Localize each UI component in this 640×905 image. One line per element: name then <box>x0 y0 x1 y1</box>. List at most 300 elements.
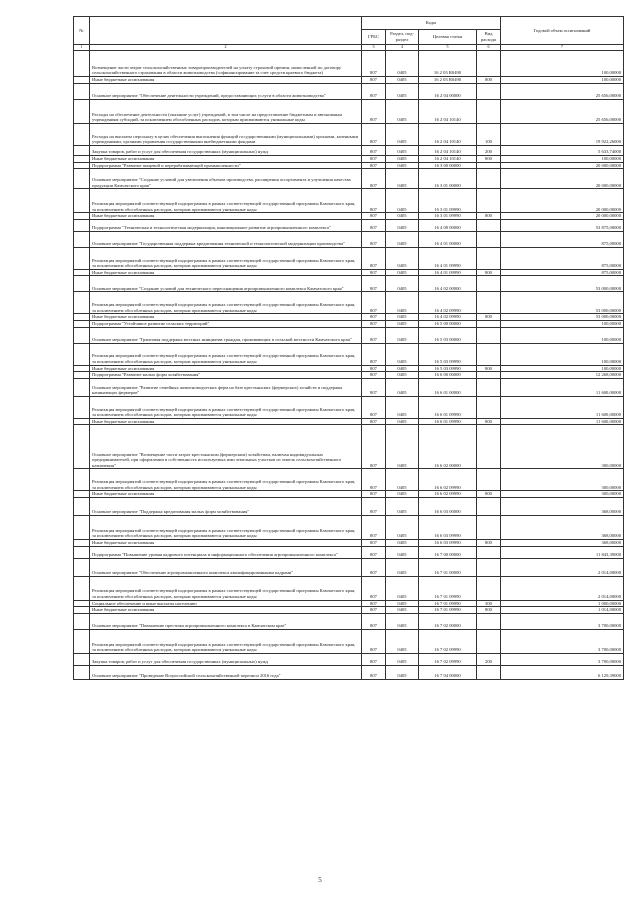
cell-section: 0405 <box>386 372 419 379</box>
cell-amount: 2 014,00000 <box>501 576 624 600</box>
cell-target: 16 6 03 00000 <box>419 497 477 515</box>
cell-exp-type: 800 <box>477 156 501 163</box>
cell-name: Иные бюджетные ассигнования <box>90 491 362 498</box>
cell-section: 0405 <box>386 320 419 327</box>
cell-grbs: 807 <box>362 314 386 321</box>
cell-name: Закупка товаров, работ и услуг для обеспечения государственных (муниципальных) нужд <box>90 653 362 665</box>
cell-grbs: 807 <box>362 418 386 425</box>
cell-exp-type: 800 <box>477 77 501 84</box>
cell-name: Иные бюджетные ассигнования <box>90 539 362 546</box>
table-row <box>74 607 624 614</box>
cell-name: Реализация мероприятий соответствующей подпрограммы в рамках соответствующей государственной программы Камчатского края, за исключением обособленных расходов, которым присваиваются уникальные коды <box>90 629 362 653</box>
cell-amount: 20 000,00000 <box>501 189 624 213</box>
cell-num <box>74 100 90 124</box>
cell-exp-type <box>477 497 501 515</box>
cell-target: 16 6 01 00000 <box>419 378 477 396</box>
cell-grbs: 807 <box>362 84 386 100</box>
cell-name: Основное мероприятие "Создание условий для технического переоснащения агропромышленного комплекса Камчатского края" <box>90 276 362 292</box>
table-row <box>74 497 624 515</box>
cell-amount: 300,00000 <box>501 491 624 498</box>
cell-grbs: 807 <box>362 100 386 124</box>
cell-section: 0405 <box>386 189 419 213</box>
cell-section: 0405 <box>386 396 419 418</box>
cell-grbs: 807 <box>362 425 386 469</box>
cell-name: Реализация мероприятий соответствующей подпрограммы в рамках соответствующей государственной программы Камчатского края, за исключением обособленных расходов, которым присваиваются уникальные коды <box>90 576 362 600</box>
cell-exp-type: 800 <box>477 539 501 546</box>
cell-grbs: 807 <box>362 469 386 491</box>
cell-target: 16 7 02 00000 <box>419 613 477 629</box>
column-number: 3 <box>362 45 386 51</box>
cell-grbs: 807 <box>362 546 386 558</box>
cell-num <box>74 77 90 84</box>
cell-name: Иные бюджетные ассигнования <box>90 213 362 220</box>
budget-allocation-table <box>73 16 624 680</box>
table-row <box>74 100 624 124</box>
table-row <box>74 162 624 169</box>
cell-amount: 20 000,00000 <box>501 213 624 220</box>
cell-num <box>74 515 90 539</box>
cell-target: 16 6 03 09990 <box>419 515 477 539</box>
cell-target: 16 7 02 09990 <box>419 653 477 665</box>
cell-exp-type <box>477 515 501 539</box>
cell-num <box>74 169 90 189</box>
table-row <box>74 558 624 576</box>
column-number: 6 <box>477 45 501 51</box>
cell-grbs: 807 <box>362 653 386 665</box>
cell-grbs: 807 <box>362 292 386 314</box>
table-row <box>74 156 624 163</box>
cell-amount: 368,00000 <box>501 515 624 539</box>
cell-name: Подпрограмма "Повышение уровня кадрового потенциала и информационного обеспечения агропромышленного комплекса" <box>90 546 362 558</box>
cell-num <box>74 124 90 146</box>
cell-exp-type: 800 <box>477 269 501 276</box>
cell-target: 16 4 02 09990 <box>419 292 477 314</box>
cell-section: 0405 <box>386 497 419 515</box>
cell-amount: 100,00000 <box>501 320 624 327</box>
cell-amount: 53 000,00000 <box>501 314 624 321</box>
header-exp-type: Вид расхода <box>477 30 501 45</box>
cell-name: Основное мероприятие "Государственная поддержка кредитования технической и технологической модернизации производства" <box>90 231 362 247</box>
table-row <box>74 51 624 77</box>
table-row <box>74 146 624 156</box>
cell-num <box>74 269 90 276</box>
cell-grbs: 807 <box>362 320 386 327</box>
cell-grbs: 807 <box>362 372 386 379</box>
cell-section: 0405 <box>386 124 419 146</box>
cell-num <box>74 343 90 365</box>
cell-exp-type: 800 <box>477 314 501 321</box>
cell-section: 0405 <box>386 247 419 269</box>
cell-name: Подпрограмма "Техническая и технологическая модернизация, инновационное развитие агропромышленного комплекса" <box>90 219 362 231</box>
cell-num <box>74 51 90 77</box>
cell-num <box>74 546 90 558</box>
cell-amount: 1 014,00000 <box>501 607 624 614</box>
cell-grbs: 807 <box>362 213 386 220</box>
cell-grbs: 807 <box>362 146 386 156</box>
cell-exp-type <box>477 425 501 469</box>
cell-name: Реализация мероприятий соответствующей подпрограммы в рамках соответствующей государственной программы Камчатского края, за исключением обособленных расходов, которым присваиваются уникальные коды <box>90 515 362 539</box>
cell-target: 16 2 03 R0490 <box>419 77 477 84</box>
cell-num <box>74 491 90 498</box>
cell-name: Расходы на обеспечение деятельности (оказание услуг) учреждений, в том числе на предоставление бюджетным и автономным учреждениям субсидий, за исключением обособленных расходов, которым присваиваются уникальные коды <box>90 100 362 124</box>
cell-amount: 12 268,00000 <box>501 372 624 379</box>
cell-num <box>74 378 90 396</box>
cell-section: 0405 <box>386 77 419 84</box>
header-section: Раздел, под-раздел <box>386 30 419 45</box>
cell-num <box>74 425 90 469</box>
cell-grbs: 807 <box>362 219 386 231</box>
cell-target: 16 6 02 09990 <box>419 469 477 491</box>
cell-exp-type: 800 <box>477 418 501 425</box>
cell-exp-type: 800 <box>477 491 501 498</box>
cell-amount: 875,00000 <box>501 269 624 276</box>
cell-grbs: 807 <box>362 169 386 189</box>
cell-section: 0405 <box>386 365 419 372</box>
cell-grbs: 807 <box>362 600 386 607</box>
cell-section: 0405 <box>386 491 419 498</box>
cell-exp-type <box>477 546 501 558</box>
cell-amount: 875,00000 <box>501 231 624 247</box>
cell-section: 0405 <box>386 213 419 220</box>
cell-grbs: 807 <box>362 162 386 169</box>
cell-amount: 3 700,00000 <box>501 629 624 653</box>
cell-name: Иные бюджетные ассигнования <box>90 77 362 84</box>
cell-section: 0405 <box>386 546 419 558</box>
column-number: 2 <box>90 45 362 51</box>
cell-exp-type: 300 <box>477 600 501 607</box>
cell-amount: 100,00000 <box>501 365 624 372</box>
cell-name: Основное мероприятие "Обеспечение агропромышленного комплекса квалифицированными кадрами" <box>90 558 362 576</box>
cell-grbs: 807 <box>362 613 386 629</box>
table-row <box>74 491 624 498</box>
cell-exp-type <box>477 378 501 396</box>
table-row <box>74 169 624 189</box>
cell-target: 16 5 03 00000 <box>419 327 477 343</box>
cell-num <box>74 653 90 665</box>
cell-num <box>74 497 90 515</box>
cell-amount: 11 600,00000 <box>501 418 624 425</box>
cell-target: 16 3 00 00000 <box>419 162 477 169</box>
cell-num <box>74 292 90 314</box>
cell-name: Реализация мероприятий соответствующей подпрограммы в рамках соответствующей государственной программы Камчатского края, за исключением обособленных расходов, которым присваиваются уникальные коды <box>90 469 362 491</box>
cell-grbs: 807 <box>362 491 386 498</box>
header-num: № <box>74 17 90 45</box>
cell-target: 16 7 01 09990 <box>419 607 477 614</box>
cell-section: 0405 <box>386 576 419 600</box>
table-row <box>74 213 624 220</box>
cell-name: Основное мероприятие "Развитие семейных животноводческих ферм на базе крестьянских (фермерских) хозяйств и поддержка начинающих фермеров" <box>90 378 362 396</box>
table-row <box>74 515 624 539</box>
cell-name: Иные бюджетные ассигнования <box>90 156 362 163</box>
cell-exp-type <box>477 469 501 491</box>
cell-target: 16 2 04 10140 <box>419 124 477 146</box>
cell-section: 0405 <box>386 425 419 469</box>
cell-target: 16 5 00 00000 <box>419 320 477 327</box>
cell-amount: 11 843,39000 <box>501 546 624 558</box>
cell-exp-type <box>477 396 501 418</box>
cell-num <box>74 247 90 269</box>
cell-num <box>74 189 90 213</box>
cell-num <box>74 219 90 231</box>
cell-amount: 53 875,00000 <box>501 219 624 231</box>
cell-target: 16 4 01 09990 <box>419 269 477 276</box>
cell-grbs: 807 <box>362 327 386 343</box>
cell-target: 16 4 02 00000 <box>419 276 477 292</box>
cell-target: 16 7 02 09990 <box>419 629 477 653</box>
cell-name: Основное мероприятие "Обеспечение деятельности учреждений, предоставляющих услуги в области животноводства" <box>90 84 362 100</box>
cell-num <box>74 396 90 418</box>
table-row <box>74 343 624 365</box>
cell-num <box>74 600 90 607</box>
cell-num <box>74 539 90 546</box>
cell-name: Закупка товаров, работ и услуг для обеспечения государственных (муниципальных) нужд <box>90 146 362 156</box>
table-row <box>74 425 624 469</box>
cell-amount: 53 000,00000 <box>501 276 624 292</box>
cell-exp-type <box>477 169 501 189</box>
cell-target: 16 7 01 00000 <box>419 558 477 576</box>
cell-target: 16 6 02 09990 <box>419 491 477 498</box>
header-grbs: ГРБС <box>362 30 386 45</box>
cell-num <box>74 613 90 629</box>
cell-exp-type: 100 <box>477 124 501 146</box>
cell-exp-type <box>477 100 501 124</box>
cell-grbs: 807 <box>362 124 386 146</box>
cell-exp-type <box>477 372 501 379</box>
cell-grbs: 807 <box>362 629 386 653</box>
column-number: 7 <box>501 45 624 51</box>
table-row <box>74 320 624 327</box>
cell-target: 16 7 01 09990 <box>419 576 477 600</box>
cell-section: 0405 <box>386 84 419 100</box>
cell-section: 0405 <box>386 607 419 614</box>
cell-amount: 1 000,00000 <box>501 600 624 607</box>
cell-exp-type: 800 <box>477 607 501 614</box>
cell-section: 0405 <box>386 539 419 546</box>
cell-section: 0405 <box>386 169 419 189</box>
cell-exp-type <box>477 162 501 169</box>
table-row <box>74 613 624 629</box>
cell-target: 16 6 01 09990 <box>419 396 477 418</box>
cell-amount: 25 656,00000 <box>501 84 624 100</box>
cell-num <box>74 665 90 679</box>
table-row <box>74 546 624 558</box>
cell-target: 16 4 02 09990 <box>419 314 477 321</box>
column-number: 4 <box>386 45 419 51</box>
cell-grbs: 807 <box>362 276 386 292</box>
cell-section: 0405 <box>386 219 419 231</box>
cell-section: 0405 <box>386 156 419 163</box>
page-number: 5 <box>318 876 322 884</box>
cell-amount: 11 600,00000 <box>501 378 624 396</box>
cell-amount: 300,00000 <box>501 469 624 491</box>
table-row <box>74 653 624 665</box>
cell-exp-type <box>477 231 501 247</box>
header-target: Целевая статья <box>419 30 477 45</box>
cell-name: Иные бюджетные ассигнования <box>90 418 362 425</box>
cell-target: 16 2 04 10140 <box>419 156 477 163</box>
cell-amount: 100,00000 <box>501 77 624 84</box>
cell-name: Реализация мероприятий соответствующей подпрограммы в рамках соответствующей государственной программы Камчатского края, за исключением обособленных расходов, которым присваиваются уникальные коды <box>90 292 362 314</box>
cell-num <box>74 314 90 321</box>
table-row <box>74 365 624 372</box>
cell-section: 0405 <box>386 162 419 169</box>
cell-target: 16 6 01 09990 <box>419 418 477 425</box>
table-row <box>74 124 624 146</box>
cell-exp-type <box>477 558 501 576</box>
cell-amount: 6 129,39000 <box>501 665 624 679</box>
cell-exp-type: 800 <box>477 213 501 220</box>
cell-amount: 20 000,00000 <box>501 169 624 189</box>
table-row <box>74 600 624 607</box>
table-row <box>74 314 624 321</box>
cell-num <box>74 558 90 576</box>
cell-amount: 100,00000 <box>501 327 624 343</box>
cell-amount: 100,00000 <box>501 343 624 365</box>
cell-num <box>74 469 90 491</box>
cell-target: 16 3 01 09990 <box>419 213 477 220</box>
cell-target: 16 4 01 00000 <box>419 231 477 247</box>
table-row <box>74 629 624 653</box>
cell-name: Иные бюджетные ассигнования <box>90 607 362 614</box>
table-row <box>74 378 624 396</box>
cell-amount: 2 014,00000 <box>501 558 624 576</box>
cell-amount: 300,00000 <box>501 425 624 469</box>
cell-exp-type <box>477 343 501 365</box>
cell-amount: 20 000,00000 <box>501 162 624 169</box>
cell-name: Основное мероприятие "Грантовая поддержка местных инициатив граждан, проживающих в сельской местности Камчатского края" <box>90 327 362 343</box>
cell-grbs: 807 <box>362 539 386 546</box>
cell-name: Основное мероприятие "Проведение Всероссийской сельскохозяйственной переписи 2016 года" <box>90 665 362 679</box>
cell-section: 0405 <box>386 378 419 396</box>
cell-num <box>74 146 90 156</box>
cell-amount: 11 600,00000 <box>501 396 624 418</box>
cell-name: Основное мероприятие "Создание условий для увеличения объемов производства, расширения ассортимента и улучшения качества продукции Камчатского края" <box>90 169 362 189</box>
cell-amount: 100,00000 <box>501 51 624 77</box>
cell-target: 16 7 01 09990 <box>419 600 477 607</box>
cell-grbs: 807 <box>362 247 386 269</box>
cell-amount: 3 700,00000 <box>501 653 624 665</box>
cell-num <box>74 576 90 600</box>
cell-grbs: 807 <box>362 378 386 396</box>
column-number: 5 <box>419 45 477 51</box>
cell-name: Основное мероприятие "Поддержка кредитования малых форм хозяйствования" <box>90 497 362 515</box>
cell-exp-type <box>477 84 501 100</box>
cell-grbs: 807 <box>362 607 386 614</box>
cell-num <box>74 629 90 653</box>
cell-target: 16 3 01 09990 <box>419 189 477 213</box>
cell-section: 0405 <box>386 629 419 653</box>
table-row <box>74 372 624 379</box>
cell-grbs: 807 <box>362 515 386 539</box>
cell-section: 0405 <box>386 292 419 314</box>
cell-section: 0405 <box>386 613 419 629</box>
cell-target: 16 7 00 00000 <box>419 546 477 558</box>
cell-exp-type <box>477 219 501 231</box>
header-codes-group: Коды <box>362 17 501 30</box>
cell-section: 0405 <box>386 653 419 665</box>
table-row <box>74 576 624 600</box>
cell-grbs: 807 <box>362 343 386 365</box>
cell-num <box>74 231 90 247</box>
cell-name: Основное мероприятие "Повышение престижа агропромышленного комплекса в Камчатском крае" <box>90 613 362 629</box>
cell-name: Иные бюджетные ассигнования <box>90 365 362 372</box>
table-row <box>74 539 624 546</box>
cell-name: Иные бюджетные ассигнования <box>90 314 362 321</box>
cell-num <box>74 162 90 169</box>
table-row <box>74 276 624 292</box>
cell-grbs: 807 <box>362 558 386 576</box>
cell-grbs: 807 <box>362 365 386 372</box>
cell-amount: 53 000,00000 <box>501 292 624 314</box>
cell-name: Подпрограмма "Развитие малых форм хозяйствования" <box>90 372 362 379</box>
cell-amount: 368,00000 <box>501 497 624 515</box>
cell-grbs: 807 <box>362 576 386 600</box>
cell-section: 0405 <box>386 558 419 576</box>
cell-target: 16 4 01 09990 <box>419 247 477 269</box>
cell-section: 0405 <box>386 100 419 124</box>
table-row <box>74 84 624 100</box>
cell-section: 0405 <box>386 269 419 276</box>
cell-exp-type <box>477 292 501 314</box>
cell-section: 0405 <box>386 51 419 77</box>
cell-section: 0405 <box>386 327 419 343</box>
cell-grbs: 807 <box>362 189 386 213</box>
header-amount: Годовой объем ассигнований <box>501 17 624 45</box>
table-row <box>74 469 624 491</box>
cell-name: Социальное обеспечение и иные выплаты населению <box>90 600 362 607</box>
cell-num <box>74 365 90 372</box>
cell-target: 16 5 03 09990 <box>419 365 477 372</box>
cell-exp-type <box>477 327 501 343</box>
cell-name: Подпрограмма "Развитие пищевой и перерабатывающей промышленности" <box>90 162 362 169</box>
cell-grbs: 807 <box>362 156 386 163</box>
cell-exp-type <box>477 613 501 629</box>
cell-num <box>74 84 90 100</box>
cell-target: 16 2 04 10140 <box>419 100 477 124</box>
cell-exp-type <box>477 189 501 213</box>
cell-amount: 5 633,74000 <box>501 146 624 156</box>
cell-target: 16 2 04 00000 <box>419 84 477 100</box>
table-row <box>74 327 624 343</box>
cell-section: 0405 <box>386 231 419 247</box>
cell-exp-type: 800 <box>477 365 501 372</box>
table-row <box>74 418 624 425</box>
cell-exp-type <box>477 247 501 269</box>
cell-num <box>74 156 90 163</box>
cell-section: 0405 <box>386 600 419 607</box>
cell-grbs: 807 <box>362 51 386 77</box>
cell-amount: 19 922,26000 <box>501 124 624 146</box>
cell-name: Возмещение части затрат сельскохозяйственных товаропроизводителей на уплату страховой премии, начисленной по договору сельскохозяйственного страхования в области животноводства (софинансирование за счет средств краевого бюджета) <box>90 51 362 77</box>
cell-section: 0405 <box>386 146 419 156</box>
cell-section: 0405 <box>386 314 419 321</box>
table-row <box>74 396 624 418</box>
cell-amount: 3 700,00000 <box>501 613 624 629</box>
cell-exp-type <box>477 629 501 653</box>
cell-target: 16 5 03 09990 <box>419 343 477 365</box>
cell-section: 0405 <box>386 469 419 491</box>
cell-name: Реализация мероприятий соответствующей подпрограммы в рамках соответствующей государственной программы Камчатского края, за исключением обособленных расходов, которым присваиваются уникальные коды <box>90 343 362 365</box>
cell-target: 16 3 01 00000 <box>419 169 477 189</box>
cell-exp-type <box>477 51 501 77</box>
cell-name: Реализация мероприятий соответствующей подпрограммы в рамках соответствующей государственной программы Камчатского края, за исключением обособленных расходов, которым присваиваются уникальные коды <box>90 189 362 213</box>
column-number: 1 <box>74 45 90 51</box>
cell-grbs: 807 <box>362 231 386 247</box>
table-row <box>74 77 624 84</box>
cell-amount: 25 656,00000 <box>501 100 624 124</box>
cell-num <box>74 276 90 292</box>
cell-grbs: 807 <box>362 77 386 84</box>
